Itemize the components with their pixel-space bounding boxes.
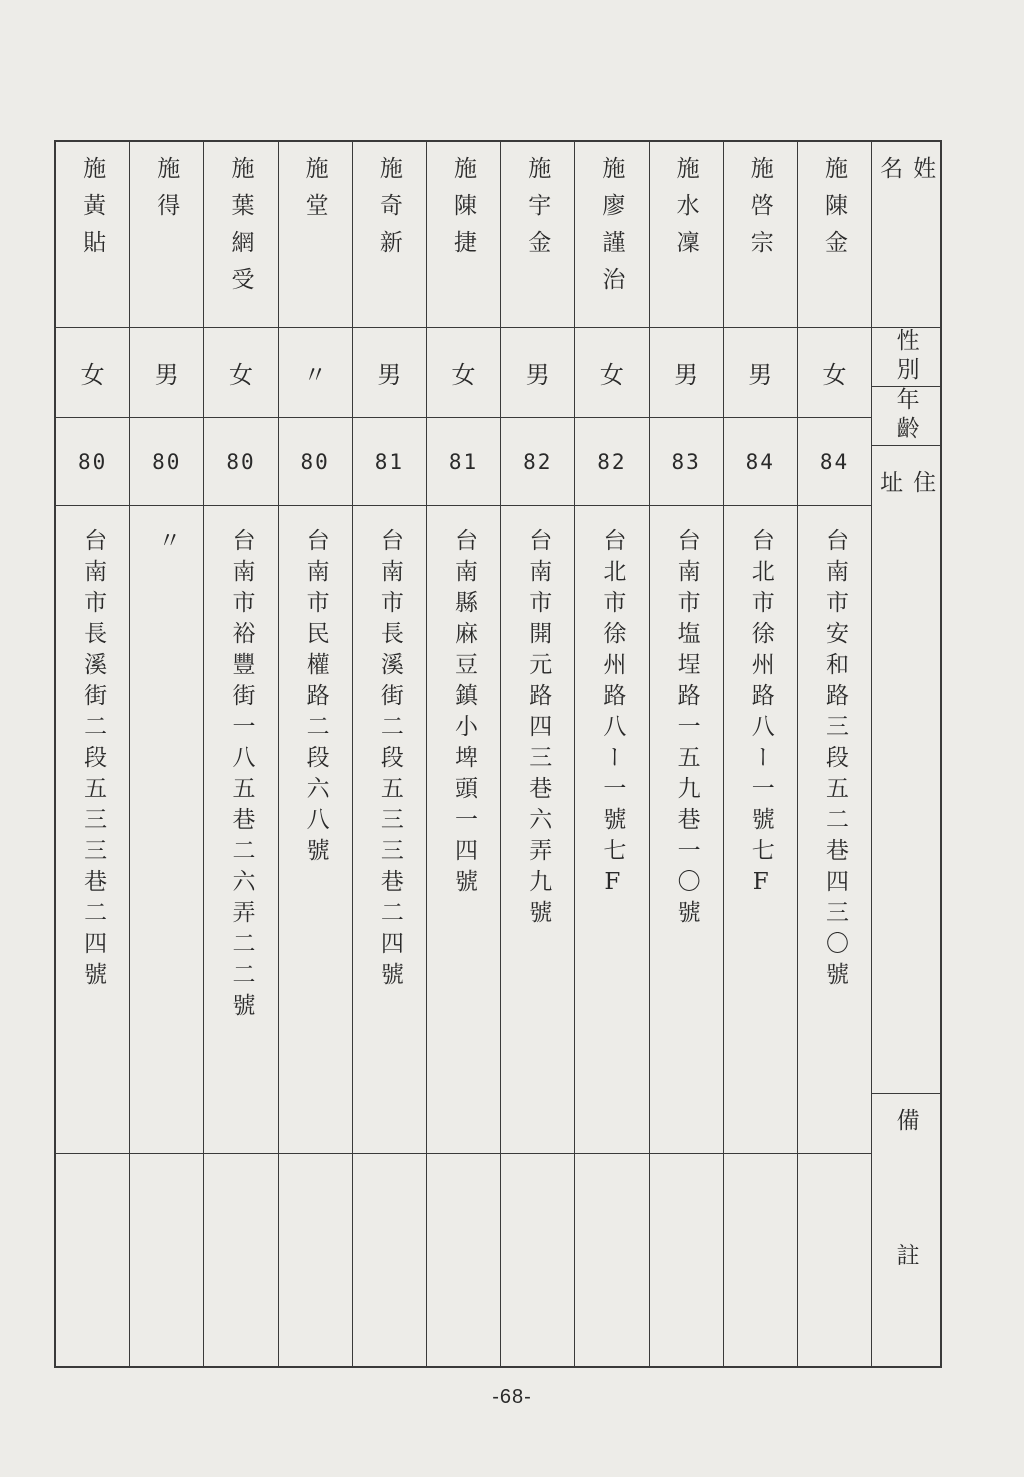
person-column bbox=[501, 142, 575, 1366]
sex-cell bbox=[798, 328, 871, 418]
person-address: 台北市徐州路八ー一號七F bbox=[747, 528, 774, 903]
person-sex: 女 bbox=[822, 361, 847, 389]
person-age: 82 bbox=[597, 449, 627, 474]
sex-cell bbox=[130, 328, 203, 418]
note-cell bbox=[204, 1154, 277, 1366]
header-column bbox=[872, 142, 940, 1378]
note-cell bbox=[650, 1154, 723, 1366]
person-address: 〃 bbox=[154, 528, 181, 559]
note-header-cell bbox=[872, 1094, 940, 1394]
person-column bbox=[650, 142, 724, 1366]
person-address: 台南市安和路三段五二巷四三〇號 bbox=[821, 528, 848, 993]
person-address: 台南市民權路二段六八號 bbox=[302, 528, 329, 869]
person-age: 82 bbox=[523, 449, 553, 474]
person-column bbox=[798, 142, 872, 1366]
sex-header-cell bbox=[872, 328, 940, 387]
note-cell bbox=[56, 1154, 129, 1366]
person-name: 施宇金 bbox=[524, 156, 551, 267]
address-cell bbox=[353, 506, 426, 1154]
age-cell bbox=[575, 418, 648, 506]
note-cell bbox=[798, 1154, 871, 1366]
person-sex: 男 bbox=[748, 361, 773, 389]
age-cell bbox=[798, 418, 871, 506]
age-cell bbox=[650, 418, 723, 506]
sex-cell bbox=[56, 328, 129, 418]
person-age: 84 bbox=[745, 449, 775, 474]
address-cell bbox=[575, 506, 648, 1154]
person-address: 台南市長溪街二段五三三巷二四號 bbox=[376, 528, 403, 993]
person-sex: 男 bbox=[377, 361, 402, 389]
address-cell bbox=[724, 506, 797, 1154]
person-sex: 男 bbox=[525, 361, 550, 389]
address-cell bbox=[650, 506, 723, 1154]
person-name: 施啓宗 bbox=[746, 156, 773, 267]
person-age: 81 bbox=[448, 449, 479, 474]
sex-cell bbox=[353, 328, 426, 418]
sex-cell bbox=[279, 328, 352, 418]
person-address: 台南縣麻豆鎮小埤頭一四號 bbox=[451, 528, 478, 900]
age-cell bbox=[501, 418, 574, 506]
age-cell bbox=[56, 418, 129, 506]
note-cell bbox=[279, 1154, 352, 1366]
note-cell bbox=[501, 1154, 574, 1366]
person-name: 施黃貼 bbox=[79, 156, 106, 267]
name-cell bbox=[204, 142, 277, 328]
person-sex: 〃 bbox=[303, 361, 328, 389]
person-age: 84 bbox=[819, 449, 850, 474]
person-column bbox=[427, 142, 501, 1366]
age-header: 年齡 bbox=[892, 387, 919, 445]
address-cell bbox=[204, 506, 277, 1154]
name-cell bbox=[353, 142, 426, 328]
person-column bbox=[279, 142, 353, 1366]
note-cell bbox=[427, 1154, 500, 1366]
age-cell bbox=[353, 418, 426, 506]
person-name: 施陳金 bbox=[820, 156, 847, 267]
person-column bbox=[130, 142, 204, 1366]
person-age: 80 bbox=[300, 449, 330, 474]
person-name: 施陳捷 bbox=[450, 156, 477, 267]
note-cell bbox=[575, 1154, 648, 1366]
person-age: 80 bbox=[77, 449, 108, 474]
page-number: -68- bbox=[492, 1386, 532, 1408]
person-age: 80 bbox=[152, 449, 182, 474]
name-cell bbox=[501, 142, 574, 328]
age-cell bbox=[427, 418, 500, 506]
person-age: 81 bbox=[374, 449, 404, 474]
note-cell bbox=[130, 1154, 203, 1366]
sex-cell bbox=[427, 328, 500, 418]
name-cell bbox=[650, 142, 723, 328]
age-header-cell bbox=[872, 387, 940, 446]
person-age: 80 bbox=[226, 449, 256, 474]
note-header: 備註 bbox=[892, 1108, 919, 1378]
name-header-cell bbox=[872, 142, 940, 328]
address-cell bbox=[501, 506, 574, 1154]
sex-header: 性別 bbox=[892, 328, 919, 386]
name-cell bbox=[279, 142, 352, 328]
person-sex: 女 bbox=[228, 361, 253, 389]
sex-cell bbox=[204, 328, 277, 418]
person-address: 台南市開元路四三巷六弄九號 bbox=[525, 528, 552, 931]
age-cell bbox=[204, 418, 277, 506]
name-cell bbox=[56, 142, 129, 328]
age-cell bbox=[724, 418, 797, 506]
sex-cell bbox=[724, 328, 797, 418]
person-address: 台北市徐州路八ー一號七F bbox=[599, 528, 626, 903]
address-cell bbox=[56, 506, 129, 1154]
age-cell bbox=[279, 418, 352, 506]
name-cell bbox=[427, 142, 500, 328]
person-name: 施水凜 bbox=[672, 156, 699, 267]
note-cell bbox=[353, 1154, 426, 1366]
person-sex: 女 bbox=[451, 361, 476, 389]
person-sex: 男 bbox=[154, 361, 179, 389]
person-name: 施堂 bbox=[301, 156, 328, 230]
person-name: 施葉網受 bbox=[227, 156, 254, 304]
sex-cell bbox=[650, 328, 723, 418]
person-column bbox=[575, 142, 649, 1366]
sex-cell bbox=[501, 328, 574, 418]
person-sex: 女 bbox=[599, 361, 624, 389]
age-cell bbox=[130, 418, 203, 506]
person-address: 台南市裕豐街一八五巷二六弄二二號 bbox=[228, 528, 255, 1024]
address-cell bbox=[279, 506, 352, 1154]
person-column bbox=[724, 142, 798, 1366]
address-cell bbox=[427, 506, 500, 1154]
address-header-cell bbox=[872, 446, 940, 1094]
person-age: 83 bbox=[671, 449, 701, 474]
address-cell bbox=[798, 506, 871, 1154]
person-column bbox=[353, 142, 427, 1366]
person-address: 台南市長溪街二段五三三巷二四號 bbox=[80, 528, 107, 993]
register-table bbox=[54, 140, 942, 1378]
address-header: 住址 bbox=[876, 470, 936, 1013]
address-cell bbox=[130, 506, 203, 1154]
sex-cell bbox=[575, 328, 648, 418]
person-sex: 男 bbox=[674, 361, 699, 389]
name-cell bbox=[130, 142, 203, 328]
person-name: 施廖謹治 bbox=[598, 156, 625, 304]
name-cell bbox=[724, 142, 797, 328]
note-cell bbox=[724, 1154, 797, 1366]
person-address: 台南市塩埕路一五九巷一〇號 bbox=[673, 528, 700, 931]
person-name: 施奇新 bbox=[375, 156, 402, 267]
name-cell bbox=[575, 142, 648, 328]
name-header: 姓名 bbox=[876, 156, 936, 239]
person-column bbox=[204, 142, 278, 1366]
person-sex: 女 bbox=[80, 361, 105, 389]
person-name: 施得 bbox=[153, 156, 180, 230]
person-column bbox=[56, 142, 130, 1366]
name-cell bbox=[798, 142, 871, 328]
